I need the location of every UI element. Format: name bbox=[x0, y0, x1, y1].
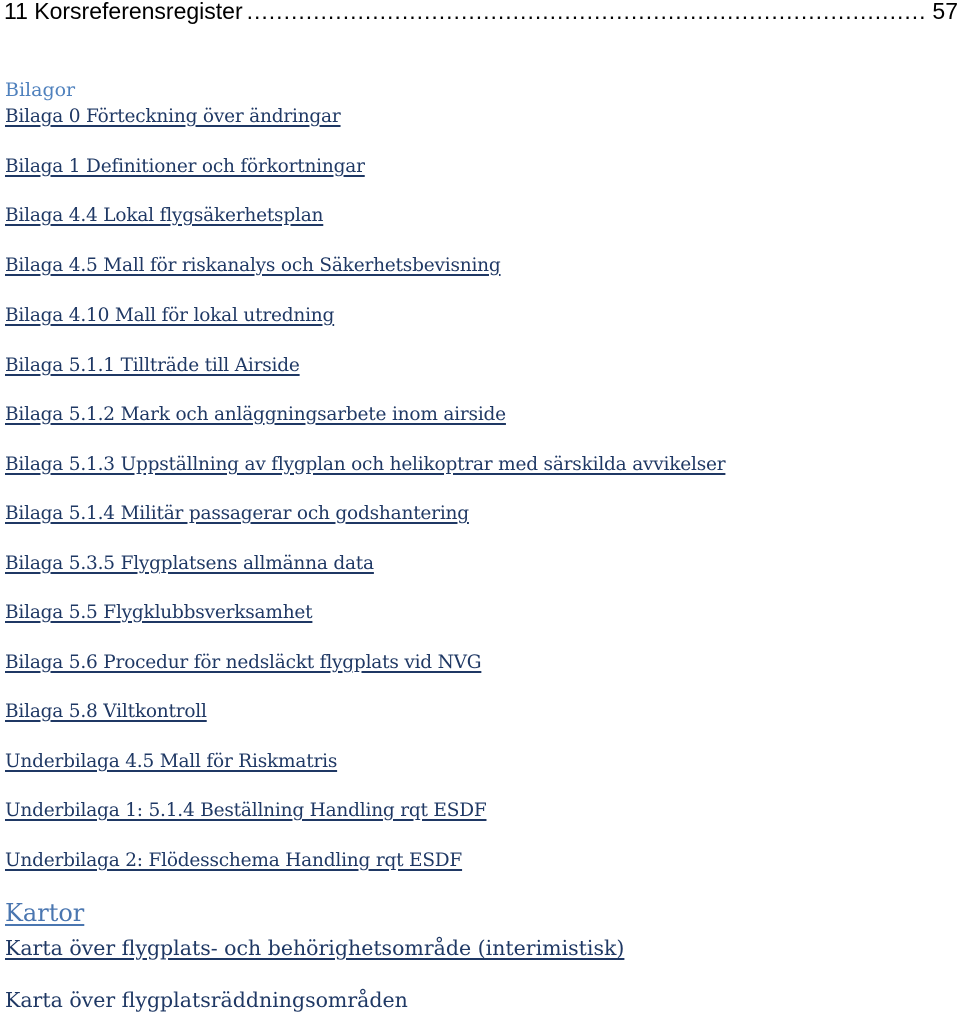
toc-entry-label: 11 Korsreferensregister bbox=[4, 0, 243, 24]
bilaga-link[interactable]: Bilaga 5.5 Flygklubbsverksamhet bbox=[5, 602, 313, 623]
karta-link-raddningsomraden[interactable]: Karta över flygplatsräddningsområden bbox=[5, 988, 408, 1012]
bilaga-link[interactable]: Bilaga 4.4 Lokal flygsäkerhetsplan bbox=[5, 205, 324, 226]
bilaga-link[interactable]: Bilaga 5.1.2 Mark och anläggningsarbete inom airside bbox=[5, 404, 506, 425]
underbilaga-link[interactable]: Underbilaga 4.5 Mall för Riskmatris bbox=[5, 751, 338, 772]
bilaga-link[interactable]: Bilaga 5.1.4 Militär passagerar och godshantering bbox=[5, 503, 469, 524]
toc-leader-dots bbox=[247, 0, 929, 25]
bilaga-link[interactable]: Bilaga 5.8 Viltkontroll bbox=[5, 701, 207, 722]
bilaga-link[interactable]: Bilaga 1 Definitioner och förkortningar bbox=[5, 156, 365, 177]
kartor-heading[interactable]: Kartor bbox=[5, 899, 85, 927]
toc-entry-korsreferensregister[interactable] bbox=[4, 0, 958, 25]
underbilaga-link[interactable]: Underbilaga 2: Flödesschema Handling rqt ESDF bbox=[5, 850, 463, 871]
bilaga-link[interactable]: Bilaga 5.3.5 Flygplatsens allmänna data bbox=[5, 553, 374, 574]
karta-link-behorighetsomrade[interactable]: Karta över flygplats- och behörighetsområde (interimistisk) bbox=[5, 936, 625, 960]
bilaga-link[interactable]: Bilaga 0 Förteckning över ändringar bbox=[5, 106, 341, 127]
bilaga-link[interactable]: Bilaga 5.1.1 Tillträde till Airside bbox=[5, 355, 300, 376]
bilaga-link[interactable]: Bilaga 5.1.3 Uppställning av flygplan och helikoptrar med särskilda avvikelser bbox=[5, 454, 726, 475]
underbilaga-link[interactable]: Underbilaga 1: 5.1.4 Beställning Handling rqt ESDF bbox=[5, 800, 487, 821]
bilaga-link[interactable]: Bilaga 4.10 Mall för lokal utredning bbox=[5, 305, 335, 326]
bilaga-link[interactable]: Bilaga 4.5 Mall för riskanalys och Säkerhetsbevisning bbox=[5, 255, 501, 276]
bilagor-heading: Bilagor bbox=[5, 79, 76, 101]
toc-entry-page-number: 57 bbox=[932, 0, 958, 24]
bilaga-link[interactable]: Bilaga 5.6 Procedur för nedsläckt flygplats vid NVG bbox=[5, 652, 482, 673]
